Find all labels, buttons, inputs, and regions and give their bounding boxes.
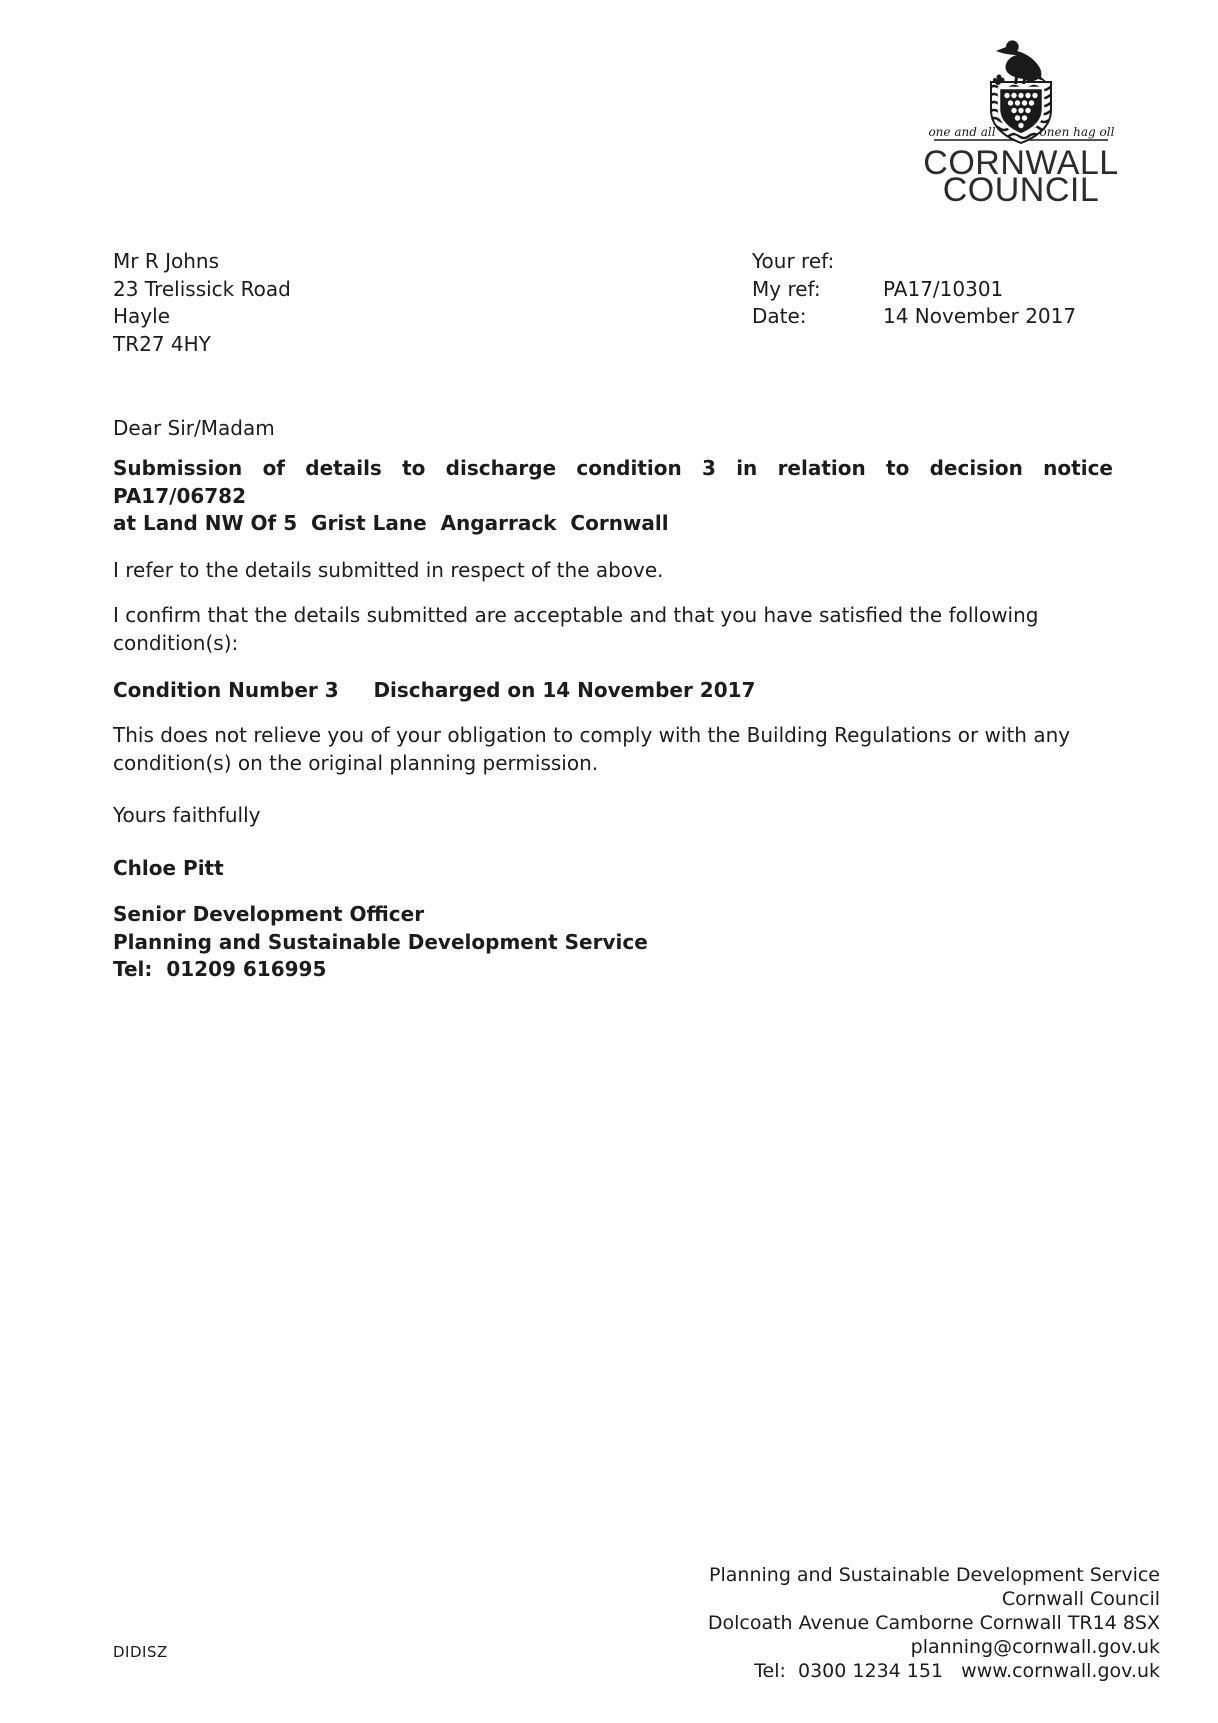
date-label: Date:	[752, 304, 807, 328]
date-value: 14 November 2017	[883, 304, 1077, 328]
footer-tel-web: Tel: 0300 1234 151 www.cornwall.gov.uk	[754, 1660, 1160, 1682]
council-name-line2: COUNCIL	[942, 171, 1100, 209]
document-code: DIDISZ	[113, 1643, 168, 1661]
reference-block	[752, 248, 1076, 331]
recipient-address	[113, 248, 291, 358]
my-ref-label: My ref:	[752, 276, 821, 301]
chough-bird-icon	[993, 40, 1047, 85]
subject-line2: PA17/06782	[113, 483, 247, 508]
council-name-line1: CORNWALL	[923, 144, 1119, 182]
signatory-title: Senior Development Officer	[113, 902, 425, 926]
recipient-line: TR27 4HY	[113, 331, 211, 356]
motto-left: one and all	[928, 125, 996, 139]
paragraph-confirm: I confirm that the details submitted are acceptable and that you have satisfied the following condition(s):	[113, 603, 1039, 655]
letter-footer	[708, 1563, 1160, 1683]
signatory-name: Chloe Pitt	[113, 856, 224, 880]
signature-block	[113, 901, 648, 984]
subject-line3: at Land NW Of 5 Grist Lane Angarrack Cornwall	[113, 511, 669, 535]
recipient-line: Hayle	[113, 304, 170, 328]
salutation: Dear Sir/Madam	[113, 416, 275, 440]
your-ref-label: Your ref:	[752, 249, 835, 273]
footer-line: Cornwall Council	[1001, 1588, 1160, 1610]
my-ref-value: PA17/10301	[883, 276, 1004, 301]
your-ref-value	[883, 248, 1076, 276]
footer-line: Planning and Sustainable Development Service	[709, 1564, 1160, 1586]
footer-line: Dolcoath Avenue Camborne Cornwall TR14 8SX	[707, 1612, 1160, 1634]
signatory-department: Planning and Sustainable Development Service	[113, 929, 648, 954]
subject-line1: Submission of details to discharge condition 3 in relation to decision notice	[113, 456, 1113, 480]
cornwall-crest-icon	[896, 36, 1146, 146]
subject-heading	[113, 455, 1113, 538]
cornwall-council-logo	[893, 36, 1149, 209]
condition-discharge-line: Condition Number 3 Discharged on 14 November 2017	[113, 678, 756, 702]
motto-right: onen hag oll	[1039, 125, 1115, 139]
footer-email: planning@cornwall.gov.uk	[910, 1636, 1160, 1658]
paragraph-disclaimer: This does not relieve you of your obligation to comply with the Building Regulations or with any condition(s) on the original planning permission.	[113, 723, 1071, 775]
signatory-telephone: Tel: 01209 616995	[113, 957, 327, 981]
closing: Yours faithfully	[113, 803, 261, 827]
recipient-line: 23 Trelissick Road	[113, 276, 291, 301]
paragraph-refer: I refer to the details submitted in respect of the above.	[113, 558, 664, 582]
recipient-line: Mr R Johns	[113, 249, 219, 273]
